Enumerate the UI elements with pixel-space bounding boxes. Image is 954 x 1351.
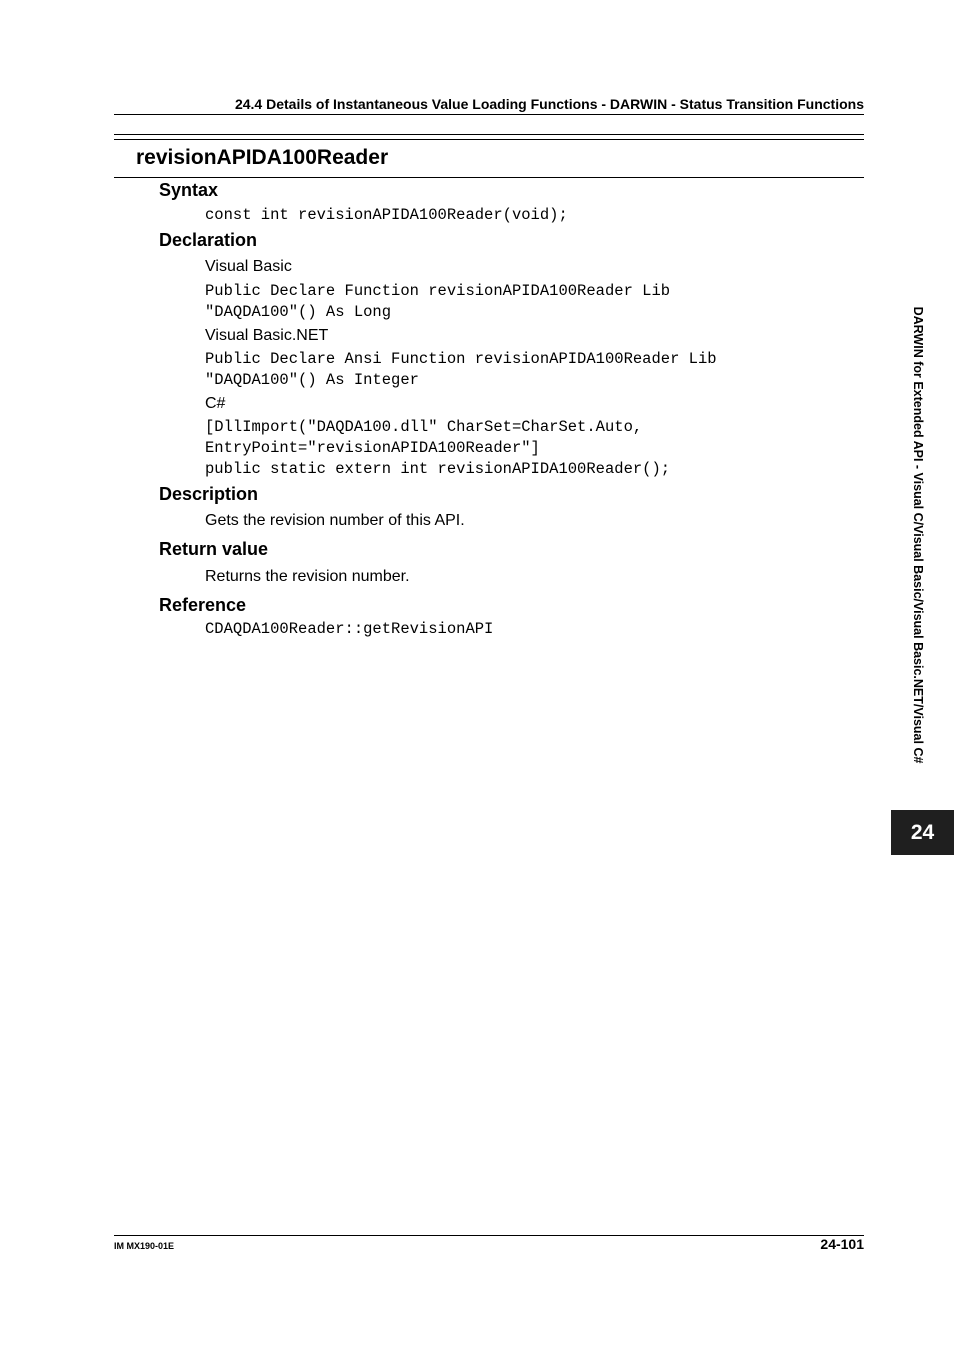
cs-label: C# [205, 395, 226, 412]
title-rule-top-1 [114, 134, 864, 135]
vb-code-line-2: "DAQDA100"() As Long [205, 303, 392, 321]
chapter-tab: 24 [891, 810, 954, 855]
return-value-heading: Return value [159, 539, 269, 559]
title-rule-top-2 [114, 139, 864, 140]
return-value-text: Returns the revision number. [205, 568, 410, 585]
footer-page-number: 24-101 [820, 1236, 864, 1252]
syntax-heading: Syntax [159, 180, 219, 200]
function-title: revisionAPIDA100Reader [136, 146, 389, 169]
vbnet-code-line-2: "DAQDA100"() As Integer [205, 371, 419, 389]
cs-code-line-1: [DllImport("DAQDA100.dll" CharSet=CharSet.Auto, [205, 418, 643, 436]
reference-code: CDAQDA100Reader::getRevisionAPI [205, 620, 494, 638]
description-text: Gets the revision number of this API. [205, 512, 465, 529]
vbnet-code-line-1: Public Declare Ansi Function revisionAPIDA100Reader Lib [205, 350, 717, 368]
title-rule-bottom [114, 177, 864, 178]
vb-label: Visual Basic [205, 258, 292, 275]
declaration-heading: Declaration [159, 230, 258, 250]
cs-code-line-3: public static extern int revisionAPIDA100Reader(); [205, 460, 671, 478]
description-heading: Description [159, 484, 259, 504]
header-rule [114, 114, 864, 115]
footer-doc-id: IM MX190-01E [114, 1241, 175, 1251]
running-header: 24.4 Details of Instantaneous Value Loading Functions - DARWIN - Status Transition Functions [234, 96, 864, 112]
cs-code-line-2: EntryPoint="revisionAPIDA100Reader"] [205, 439, 540, 457]
vb-code-line-1: Public Declare Function revisionAPIDA100Reader Lib [205, 282, 671, 300]
vbnet-label: Visual Basic.NET [205, 327, 329, 344]
reference-heading: Reference [159, 595, 247, 615]
side-chapter-label: DARWIN for Extended API - Visual C/Visual Basic/Visual Basic.NET/Visual C# [911, 306, 925, 764]
syntax-code: const int revisionAPIDA100Reader(void); [205, 206, 568, 224]
